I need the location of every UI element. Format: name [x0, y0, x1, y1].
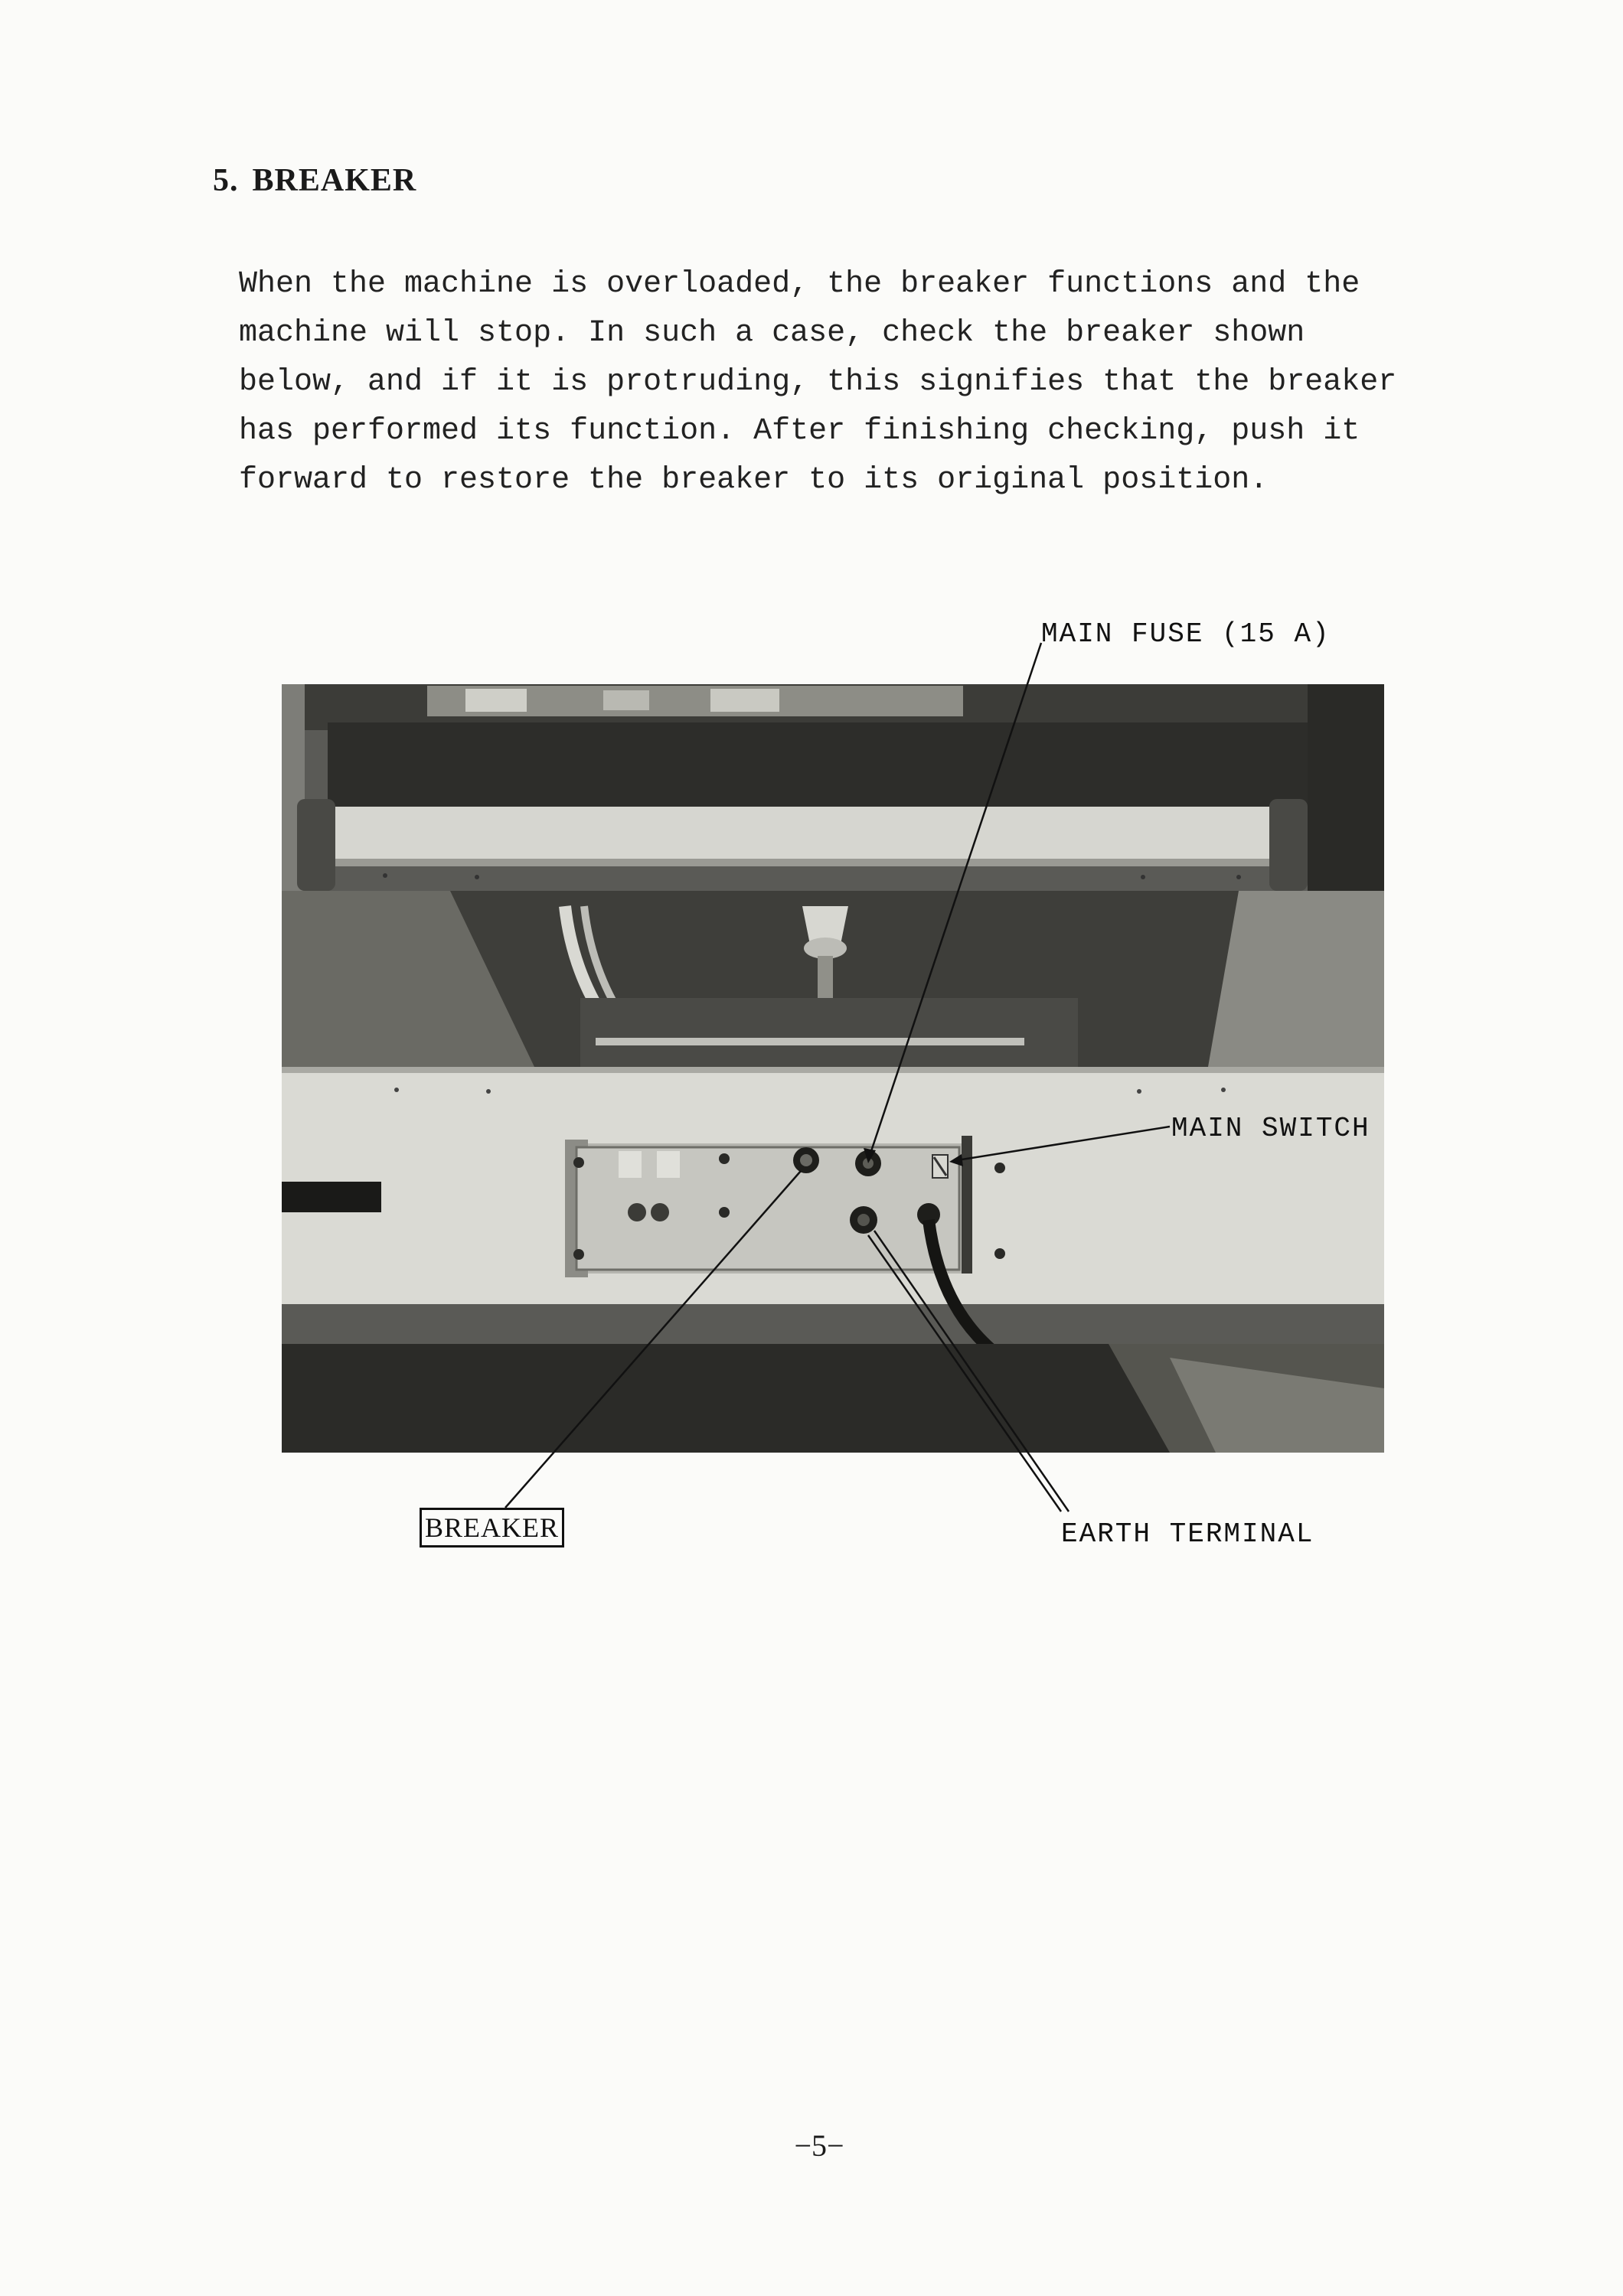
main-switch-label: MAIN SWITCH	[1171, 1113, 1370, 1144]
body-paragraph: When the machine is overloaded, the breaker functions and the machine will stop. In such a case, check the breaker shown below, and if it is protruding, this signifies that the breaker has performed its function. After finishing checking, push it forward to restore the breaker to its original position.	[239, 267, 1397, 497]
breaker-label: BREAKER	[420, 1508, 564, 1548]
section-number: 5.	[213, 163, 239, 198]
page-number: −5−	[794, 2128, 844, 2163]
section-heading	[213, 162, 416, 199]
earth-terminal-label: EARTH TERMINAL	[1061, 1518, 1314, 1550]
machine-photo	[282, 684, 1384, 1453]
main-fuse-label: MAIN FUSE (15 A)	[1041, 618, 1331, 650]
section-title: BREAKER	[252, 163, 417, 198]
